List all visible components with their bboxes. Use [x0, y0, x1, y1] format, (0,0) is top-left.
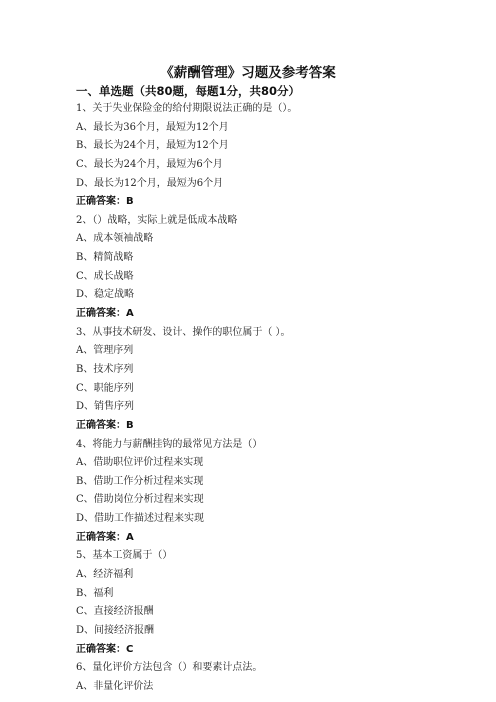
option-c: C、借助岗位分析过程来实现 — [76, 494, 204, 506]
option-b: B、最长为24个月，最短为12个月 — [76, 140, 229, 152]
option-c: C、职能序列 — [76, 382, 134, 394]
question-block — [76, 436, 476, 548]
option-a: A、管理序列 — [76, 345, 134, 357]
option-d: D、借助工作描述过程来实现 — [76, 513, 205, 525]
correct-answer: 正确答案：B — [76, 196, 134, 208]
question-list — [76, 100, 476, 697]
question-block — [76, 659, 476, 696]
option-d: D、最长为12个月，最短为6个月 — [76, 177, 224, 189]
correct-answer: 正确答案：B — [76, 419, 134, 431]
question-block — [76, 324, 476, 436]
option-a: A、借助职位评价过程来实现 — [76, 457, 204, 469]
question-stem: 3、从事技术研发、设计、操作的职位属于（ ）。 — [76, 326, 291, 338]
option-b: B、精简战略 — [76, 252, 134, 264]
question-block — [76, 547, 476, 659]
option-a: A、非量化评价法 — [76, 680, 154, 692]
option-b: B、借助工作分析过程来实现 — [76, 475, 204, 487]
option-d: D、稳定战略 — [76, 289, 135, 301]
option-c: C、直接经济报酬 — [76, 606, 154, 618]
option-a: A、经济福利 — [76, 569, 134, 581]
document-title: 《薪酬管理》习题及参考答案 — [160, 65, 336, 81]
correct-answer: 正确答案：A — [76, 308, 134, 320]
option-c: C、成长战略 — [76, 270, 134, 282]
correct-answer: 正确答案：C — [76, 643, 134, 655]
question-stem: 5、基本工资属于（） — [76, 550, 173, 562]
question-stem: 1、关于失业保险金的给付期限说法正确的是（）。 — [76, 103, 298, 114]
question-stem: 4、将能力与薪酬挂钩的最常见方法是（） — [76, 438, 263, 450]
option-d: D、间接经济报酬 — [76, 624, 155, 636]
correct-answer: 正确答案：A — [76, 531, 134, 543]
section-heading: 一、单选题（共80题，每题1分，共80分） — [76, 84, 301, 98]
option-b: B、福利 — [76, 587, 114, 599]
option-c: C、最长为24个月，最短为6个月 — [76, 158, 223, 170]
option-b: B、技术序列 — [76, 363, 134, 375]
option-a: A、成本领袖战略 — [76, 233, 154, 245]
question-block — [76, 212, 476, 324]
option-d: D、销售序列 — [76, 401, 135, 413]
question-block — [76, 100, 476, 212]
option-a: A、最长为36个月，最短为12个月 — [76, 121, 229, 133]
question-stem: 6、量化评价方法包含（）和要素计点法。 — [76, 662, 263, 674]
question-stem: 2、（）战略，实际上就是低成本战略 — [76, 214, 238, 226]
